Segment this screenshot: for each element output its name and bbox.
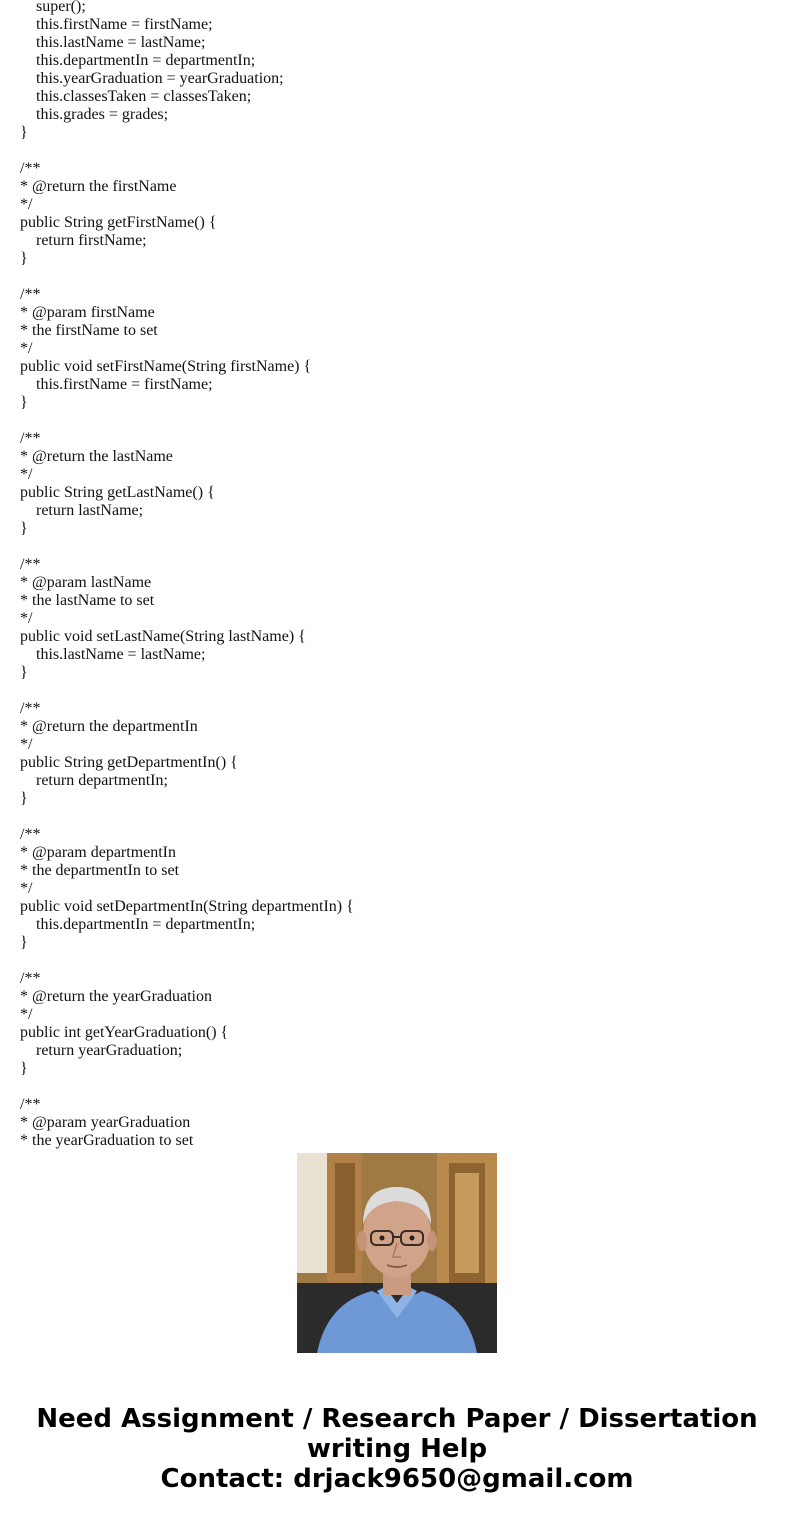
code-line: } bbox=[20, 520, 28, 537]
code-line: */ bbox=[20, 880, 33, 897]
code-line: /** bbox=[20, 1096, 41, 1113]
presenter-photo bbox=[297, 1153, 497, 1353]
code-line: public int getYearGraduation() { bbox=[20, 1024, 229, 1041]
code-line: * @return the yearGraduation bbox=[20, 988, 212, 1005]
code-line: return firstName; bbox=[36, 232, 147, 249]
code-line: return departmentIn; bbox=[36, 772, 168, 789]
code-line bbox=[20, 268, 780, 286]
code-listing bbox=[20, 0, 780, 1149]
code-line: * @param firstName bbox=[20, 304, 155, 321]
code-line: this.firstName = firstName; bbox=[36, 376, 213, 393]
code-line bbox=[20, 952, 780, 970]
code-line: * the firstName to set bbox=[20, 322, 158, 339]
code-line: public void setDepartmentIn(String departmentIn) { bbox=[20, 898, 354, 915]
code-line: * the yearGraduation to set bbox=[20, 1132, 194, 1149]
code-line: super(); bbox=[36, 0, 86, 15]
code-line: /** bbox=[20, 430, 41, 447]
code-line: */ bbox=[20, 1006, 33, 1023]
code-line: /** bbox=[20, 286, 41, 303]
code-line bbox=[20, 682, 780, 700]
code-line: */ bbox=[20, 610, 33, 627]
code-line: } bbox=[20, 250, 28, 267]
code-line: this.lastName = lastName; bbox=[36, 646, 206, 663]
code-line: /** bbox=[20, 160, 41, 177]
code-line: /** bbox=[20, 556, 41, 573]
code-line: this.departmentIn = departmentIn; bbox=[36, 916, 256, 933]
code-line: } bbox=[20, 790, 28, 807]
footer-line-1: Need Assignment / Research Paper / Dissertation bbox=[36, 1404, 758, 1434]
code-line: /** bbox=[20, 970, 41, 987]
code-line: * the lastName to set bbox=[20, 592, 155, 609]
code-line: return lastName; bbox=[36, 502, 144, 519]
code-line: public String getDepartmentIn() { bbox=[20, 754, 238, 771]
code-line: * @return the departmentIn bbox=[20, 718, 198, 735]
code-line bbox=[20, 412, 780, 430]
code-line: */ bbox=[20, 736, 33, 753]
code-line: */ bbox=[20, 340, 33, 357]
code-line bbox=[20, 1078, 780, 1096]
code-line: } bbox=[20, 934, 28, 951]
code-line: this.firstName = firstName; bbox=[36, 16, 213, 33]
presenter-portrait bbox=[297, 1153, 497, 1353]
code-line: } bbox=[20, 394, 28, 411]
code-line: this.yearGraduation = yearGraduation; bbox=[36, 70, 284, 87]
code-line bbox=[20, 142, 780, 160]
code-line: /** bbox=[20, 826, 41, 843]
code-line: /** bbox=[20, 700, 41, 717]
code-line: } bbox=[20, 1060, 28, 1077]
code-line bbox=[20, 808, 780, 826]
code-line: */ bbox=[20, 196, 33, 213]
code-line: this.departmentIn = departmentIn; bbox=[36, 52, 256, 69]
footer-contact-email: Contact: drjack9650@gmail.com bbox=[160, 1464, 634, 1494]
code-line bbox=[20, 538, 780, 556]
code-line: * @param lastName bbox=[20, 574, 152, 591]
code-line: */ bbox=[20, 466, 33, 483]
code-line: } bbox=[20, 664, 28, 681]
code-line: * @return the firstName bbox=[20, 178, 177, 195]
code-line: * @param departmentIn bbox=[20, 844, 177, 861]
code-line: this.grades = grades; bbox=[36, 106, 169, 123]
code-line: public String getLastName() { bbox=[20, 484, 215, 501]
code-line: * @param yearGraduation bbox=[20, 1114, 191, 1131]
footer-line-2: writing Help bbox=[306, 1434, 488, 1464]
code-line: } bbox=[20, 124, 28, 141]
code-line: this.classesTaken = classesTaken; bbox=[36, 88, 252, 105]
code-line: this.lastName = lastName; bbox=[36, 34, 206, 51]
code-line: * @return the lastName bbox=[20, 448, 173, 465]
code-line: public void setLastName(String lastName) { bbox=[20, 628, 306, 645]
code-line: public void setFirstName(String firstName) { bbox=[20, 358, 312, 375]
code-line: return yearGraduation; bbox=[36, 1042, 183, 1059]
code-line: * the departmentIn to set bbox=[20, 862, 180, 879]
footer-contact-banner bbox=[0, 1404, 794, 1494]
code-line: public String getFirstName() { bbox=[20, 214, 217, 231]
